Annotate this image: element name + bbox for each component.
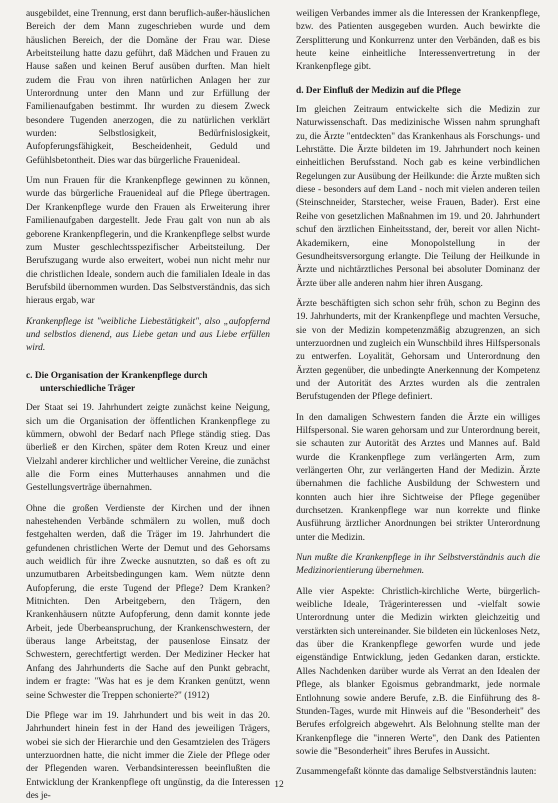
paragraph: Im gleichen Zeitraum entwickelte sich die Medizin zur Naturwissenschaft. Das medizinische Wissen nahm sprunghaft zu, die Ärzte "entdeckten" das Krankenhaus als Forschungs- und Lehrstätte. Die Ärzte bildeten im 19. Jahrhundert noch keinen einheitlichen Berufsstand. Noch gab es keine verbindlichen Regelungen zur Ausübung der Heilkunde: die Ärzte mußten sich diese - besonders auf dem Land - noch mit vielen anderen teilen (Steinschneider, Starstecher, weise Frauen, Bader). Erst eine Reihe von gesetzlichen Maßnahmen im 19. und 20. Jahrhundert schuf den ärztlichen Einheitsstand, der, bereit vor allen Nicht-Akademikern, eine Monopolstellung in der Gesundheitsversorgung erlangte. Die Teilung der Heilkunde in Ärzte und nichtärztliches Personal bei absoluter Dominanz der Ärzte über alle anderen nahm hier ihren Ausgang. [296,105,540,289]
paragraph: weiligen Verbandes immer als die Interessen der Krankenpflege, bzw. des Patienten ausgegeben wurden. Auch bewirkte die Zersplitterung und Konkurrenz unter den Verbänden, daß es bis heute keine einheitliche Interessenvertretung in der Krankenpflege gibt. [296,9,540,73]
paragraph: Der Staat sei 19. Jahrhundert zeigte zunächst keine Neigung, sich um die Organisation der öffentlichen Krankenpflege zu kümmern, obwohl der Bedarf nach Pflege ständig stieg. Das überließ er den Kirchen, später dem Roten Kreuz und einer Vielzahl anderer kirchlicher und weltlicher Vereine, die zunächst alle die Form eines Mutterhauses annahmen und die Gestellungsverträge übernahmen. [26,403,270,494]
text-columns [26,8,540,803]
left-column [26,8,270,803]
section-heading: c. Die Organisation der Krankenpflege durch unterschiedliche Träger [26,370,208,394]
paragraph: ausgebildet, eine Trennung, erst dann beruflich-außer-häuslichen Bereich der dem Mann zugeschrieben wurde und dem häuslichen Bereich, der die Domäne der Frau war. Diese Arbeitsteilung hatte dazu geführt, daß Mädchen und Frauen zu Hause saßen und keinen Beruf ausüben durften. Man hielt zudem die Frau von ihren natürlichen Anlagen her zur Unterordnung unter den Mann und zur Erfüllung der Familienaufgaben bestimmt. Ihr wurden zu diesem Zweck besondere Tugenden anerzogen, die zu natürlichen verklärt wurden: Selbstlosigkeit, Bedürfnislosigkeit, Aufopferungsfähigkeit, Bescheidenheit, Geduld und Gefühlsbetontheit. Dies war das bürgerliche Frauenideal. [26,9,270,166]
paragraph: Die Pflege war im 19. Jahrhundert und bis weit in das 20. Jahrhundert hinein fest in der Hand des jeweiligen Trägers, wobei sie sich der Hierarchie und den Gesamtzielen des Trägers unterzuordnen hatte, die nicht immer die Ziele der Pflege oder der Pflegenden waren. Verbandsinteressen beeinflußten die Entwicklung der Krankenpflege oft ungünstig, da die Interessen des je- [26,710,270,801]
paragraph: In den damaligen Schwestern fanden die Ärzte ein williges Hilfspersonal. Sie waren gehorsam und zur Unterordnung bereit, sie schauten zur Autorität des Arztes und Mannes auf. Bald wurde die Krankenpflege zum verlängerten Arm, zum verlängerten Ohr, zur verlängerten Hand der Medizin. Ärzte übernahmen die fachliche Ausbildung der Schwestern und konnten auch hier ihre Sichtweise der Pflege gegenüber durchsetzen. Krankenpflege war nun korrekte und flinke Ausführung ärztlicher Anordnungen bei strikter Unterordnung unter die Medizin. [296,412,540,543]
paragraph: Um nun Frauen für die Krankenpflege gewinnen zu können, wurde das bürgerliche Frauenideal auf die Pflege übertragen. Der Krankenpflege wurde den Frauen als Erweiterung ihrer Familienaufgaben dargestellt. Jede Frau galt von nun ab als geborene Krankenpflegerin, und die Krankenpflege selbst wurde zum Muster geschlechtsspezifischer Arbeitsteilung. Der Berufszugang wurde also erweitert, wobei nun nicht mehr nur die christlichen Ideale, sondern auch die familialen Ideale in das Berufsbild übernommen wurden. Das Selbstverständnis, das sich hieraus ergab, war [26,176,270,307]
right-column [296,8,540,803]
section-heading: d. Der Einfluß der Medizin auf die Pflege [296,85,461,96]
quote: Nun mußte die Krankenpflege in ihr Selbstverständnis auch die Medizinorientierung übernehmen. [296,553,540,577]
quote: Krankenpflege ist "weibliche Liebestätigkeit", also „aufopfernd und selbstlos dienend, aus Liebe getan und aus Liebe erfüllen wird. [26,316,270,354]
paragraph: Zusammengefaßt könnte das damalige Selbstverständnis lauten: [296,767,537,778]
paragraph: Ärzte beschäftigten sich schon sehr früh, schon zu Beginn des 19. Jahrhunderts, mit der Krankenpflege und machten Versuche, sie von der Medizin kompetenzmäßig abzugrenzen, an sich unterzuordnen und zugleich ein Wunschbild ihres Hilfspersonals zu entwerfen. Loyalität, Gehorsam und Unterordnung den Ärzten gegenüber, die unbedingte Anerkennung der Kompetenz und der Autorität des Arztes wurden als die zentralen Berufstugenden der Pflege definiert. [296,298,540,403]
paragraph: Alle vier Aspekte: Christlich-kirchliche Werte, bürgerlich-weibliche Ideale, Trägerinteressen und -vielfalt sowie Unterordnung unter die Medizin wirkten gleichzeitig und verstärkten sich untereinander. Sie bildeten ein lückenloses Netz, das über die Krankenpflege geworfen wurde und jede eigenständige Entwicklung, jeden Gedanken daran, erstickte. Alles Nachdenken darüber wurde als Verrat an den Idealen der Pflege, als blanker Egoismus gebrandmarkt, jede normale Entlohnung sowie andere Berufe, z.B. die Einführung des 8-Stunden-Tages, wurde mit Hinweis auf die "Besonderheit" des Berufes erfolgreich abgewehrt. Als Belohnung stellte man der Krankenpflege die "inneren Werte", den Dank des Patienten sowie die "Besonderheit" ihres Berufes in Aussicht. [296,586,540,757]
page-number: 12 [274,780,284,790]
paragraph: Ohne die großen Verdienste der Kirchen und der ihnen nahestehenden Verbände schmälern zu wollen, muß doch festgehalten werden, daß die Träger im 19. Jahrhundert die gefundenen christlichen Werte der Demut und des Gehorsams auch weidlich für ihre Zwecke ausnutzten, so daß es oft zu unzumutbaren Arbeitsbedingungen kam. Wem nützte denn Aufopferung, die erste Tugend der Pflege? Dem Kranken? Mitnichten. Den Arbeitgebern, den Trägern, den Krankenhäusern nützte Aufopferung, denn damit konnte jede Arbeit, jede Überbeanspruchung, der Krankenschwestern, der überaus lange Arbeitstag, der pausenlose Einsatz der Schwestern, gerechtfertigt werden. Der Mediziner Hecker hat Anfang des Jahrhunderts die Sache auf den Punkt gebracht, indem er fragte: "Was hat es je dem Kranken genützt, wenn seine Schwester die Treppen schonierte?" (1912) [26,503,270,701]
